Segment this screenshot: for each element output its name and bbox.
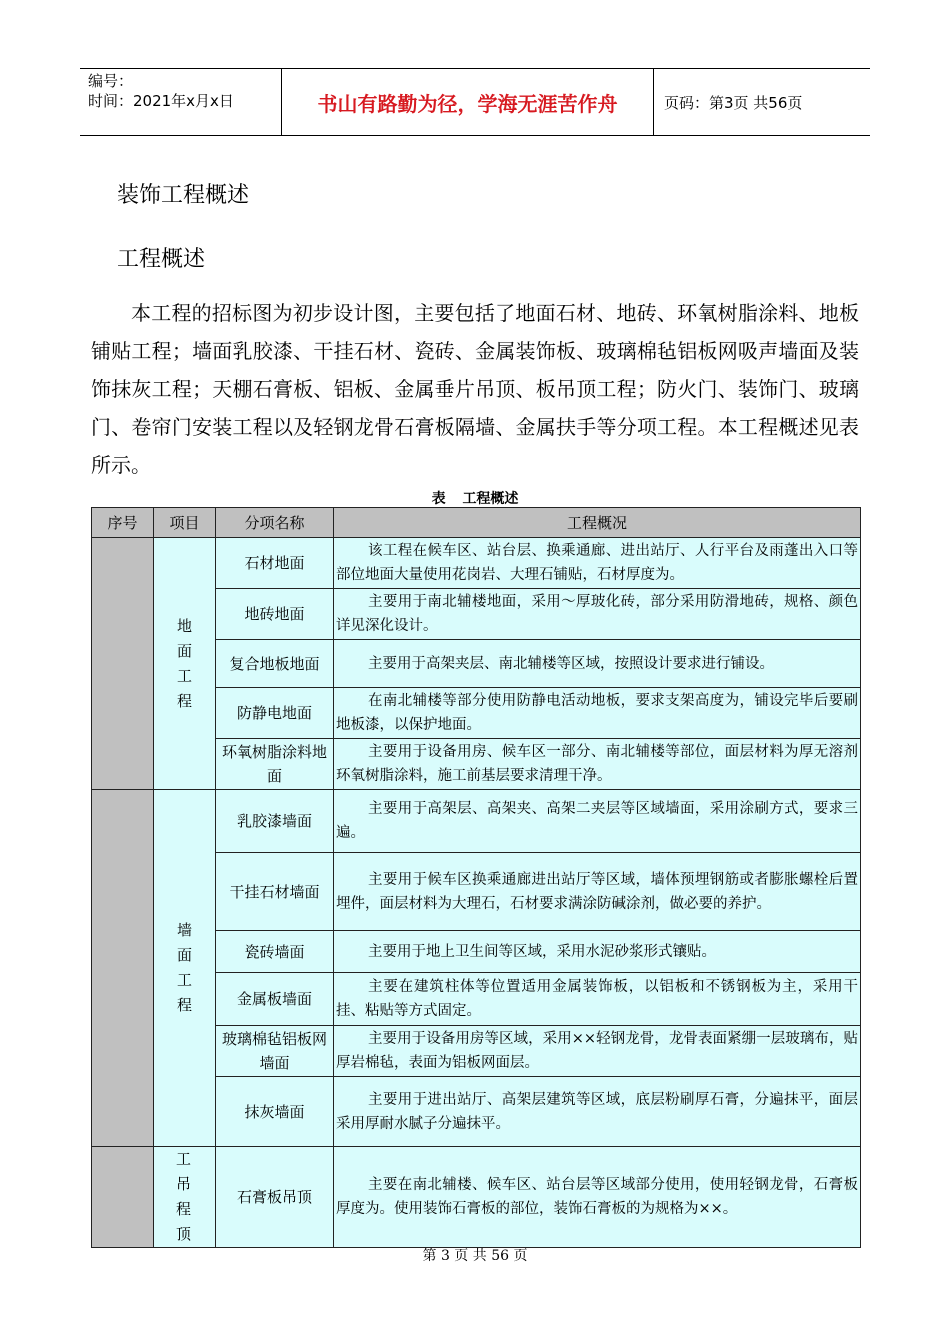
- item-desc: 主要用于高架层、高架夹、高架二夹层等区域墙面，采用涂刷方式，要求三遍。: [334, 790, 861, 853]
- project-char: 面: [176, 641, 192, 660]
- item-name: 瓷砖墙面: [216, 931, 334, 973]
- item-desc: 该工程在候车区、站台层、换乘通廊、进出站厅、人行平台及雨蓬出入口等部位地面大量使用花岗岩、大理石铺贴，石材厚度为。: [334, 538, 861, 589]
- project-char: 工: [176, 971, 192, 989]
- project-char: 工: [176, 666, 192, 685]
- table-row: [92, 1147, 861, 1248]
- section-title: 装饰工程概述: [117, 183, 250, 208]
- header-overview: 工程概况: [334, 508, 861, 538]
- header-motto: 书山有路勤为径，学海无涯苦作舟: [282, 69, 654, 135]
- seq-cell: [92, 538, 154, 790]
- item-desc: 主要用于地上卫生间等区域，采用水泥砂浆形式镶贴。: [334, 931, 861, 973]
- item-name: 石材地面: [216, 538, 334, 589]
- item-desc: 主要在建筑柱体等位置适用金属装饰板，以铝板和不锈钢板为主，采用干挂、粘贴等方式固定。: [334, 973, 861, 1026]
- item-desc: 主要在南北辅楼、候车区、站台层等区域部分使用，使用轻钢龙骨，石膏板厚度为。使用装饰石膏板的部位，装饰石膏板的为规格为××。: [334, 1147, 861, 1248]
- item-name: 环氧树脂涂料地面: [216, 739, 334, 790]
- page-header: [80, 68, 870, 136]
- seq-cell: [92, 790, 154, 1147]
- item-desc: 主要用于设备用房、候车区一部分、南北辅楼等部位，面层材料为厚无溶剂环氧树脂涂料，施工前基层要求清理干净。: [334, 739, 861, 790]
- item-desc: 主要用于高架夹层、南北辅楼等区域，按照设计要求进行铺设。: [334, 640, 861, 688]
- project-line: 工吊: [175, 1150, 203, 1193]
- project-char: 墙: [176, 921, 192, 939]
- overview-table: [91, 507, 861, 1248]
- project-cell-wall: [154, 790, 216, 1147]
- project-line: 程顶: [175, 1200, 203, 1243]
- project-char: 程: [176, 996, 192, 1014]
- item-name: 防静电地面: [216, 688, 334, 739]
- header-meta: [80, 69, 282, 135]
- project-cell-floor: [154, 538, 216, 790]
- table-row: [92, 538, 861, 589]
- item-name: 石膏板吊顶: [216, 1147, 334, 1248]
- item-name: 金属板墙面: [216, 973, 334, 1026]
- code-label: 编号：: [88, 72, 134, 90]
- project-char: 地: [176, 616, 192, 635]
- subsection-title: 工程概述: [117, 247, 206, 272]
- item-name: 干挂石材墙面: [216, 853, 334, 931]
- item-name: 乳胶漆墙面: [216, 790, 334, 853]
- header-seq: 序号: [92, 508, 154, 538]
- item-name: 抹灰墙面: [216, 1077, 334, 1147]
- table-caption-text: 工程概述: [462, 491, 519, 507]
- header-page-info: 页码：第3页 共56页: [664, 93, 803, 112]
- table-caption: [0, 488, 950, 508]
- item-desc: 主要用于设备用房等区域，采用××轻钢龙骨，龙骨表面紧绷一层玻璃布，贴厚岩棉毡，表面为铝板网面层。: [334, 1026, 861, 1077]
- page-footer: 第 3 页 共 56 页: [422, 1248, 528, 1264]
- item-name: 复合地板地面: [216, 640, 334, 688]
- item-desc: 主要用于南北辅楼地面，采用～厚玻化砖，部分采用防滑地砖，规格、颜色详见深化设计。: [334, 589, 861, 640]
- item-desc: 主要用于候车区换乘通廊进出站厅等区域，墙体预埋钢筋或者膨胀螺栓后置埋件，面层材料为大理石，石材要求满涂防碱涂剂，做必要的养护。: [334, 853, 861, 931]
- project-char: 面: [176, 946, 192, 964]
- seq-cell: [92, 1147, 154, 1248]
- table-caption-prefix: 表: [431, 491, 446, 507]
- item-name: 玻璃棉毡铝板网墙面: [216, 1026, 334, 1077]
- project-char: 程: [176, 691, 192, 710]
- time-label: 时间：2021年x月x日: [88, 92, 234, 110]
- item-desc: 主要用于进出站厅、高架层建筑等区域，底层粉刷厚石膏，分遍抹平，面层采用厚耐水腻子分遍抹平。: [334, 1077, 861, 1147]
- body-paragraph: 本工程的招标图为初步设计图，主要包括了地面石材、地砖、环氧树脂涂料、地板铺贴工程；墙面乳胶漆、干挂石材、瓷砖、金属装饰板、玻璃棉毡铝板网吸声墙面及装饰抹灰工程；天棚石膏板、铝板、金属垂片吊顶、板吊顶工程；防火门、装饰门、玻璃门、卷帘门安装工程以及轻钢龙骨石膏板隔墙、金属扶手等分项工程。本工程概述见表所示。: [91, 301, 859, 477]
- header-project: 项目: [154, 508, 216, 538]
- table-row: [92, 790, 861, 853]
- header-item-name: 分项名称: [216, 508, 334, 538]
- item-name: 地砖地面: [216, 589, 334, 640]
- project-cell-ceiling: [154, 1147, 216, 1248]
- table-header-row: [92, 508, 861, 538]
- item-desc: 在南北辅楼等部分使用防静电活动地板，要求支架高度为，铺设完毕后要刷地板漆，以保护地面。: [334, 688, 861, 739]
